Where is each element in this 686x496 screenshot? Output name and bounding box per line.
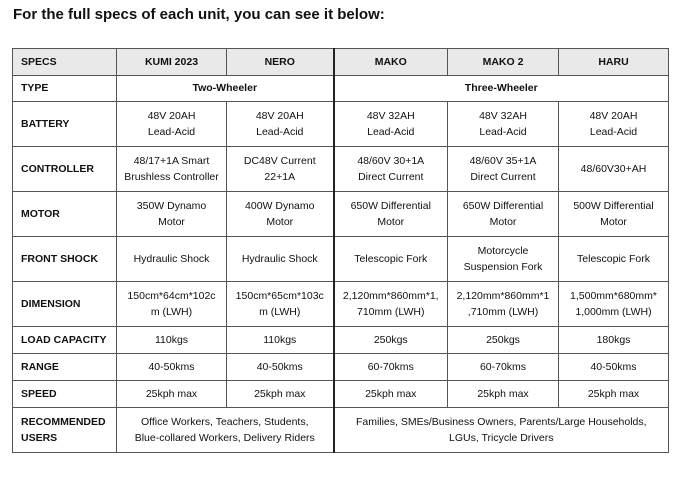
table-cell: 110kgs — [227, 327, 334, 354]
table-cell: 650W Differential Motor — [334, 192, 448, 237]
header-cell-nero: NERO — [227, 49, 334, 76]
type-two-wheeler: Two-Wheeler — [117, 76, 334, 102]
table-cell: 25kph max — [117, 381, 227, 408]
table-cell: 500W Differential Motor — [559, 192, 669, 237]
table-cell: 60-70kms — [334, 354, 448, 381]
table-cell: 400W Dynamo Motor — [227, 192, 334, 237]
table-cell: 25kph max — [559, 381, 669, 408]
row-label-recommended-users: RECOMMENDED USERS — [13, 408, 117, 453]
table-cell: 2,120mm*860mm*1, 710mm (LWH) — [334, 282, 448, 327]
table-cell: 2,120mm*860mm*1 ,710mm (LWH) — [448, 282, 559, 327]
table-row-front-shock — [13, 237, 669, 282]
table-cell: 1,500mm*680mm* 1,000mm (LWH) — [559, 282, 669, 327]
table-cell: 40-50kms — [227, 354, 334, 381]
table-row-controller — [13, 147, 669, 192]
table-row-load-capacity — [13, 327, 669, 354]
row-label-type: TYPE — [13, 76, 117, 102]
page-heading: For the full specs of each unit, you can see it below: — [13, 6, 385, 23]
table-cell: Hydraulic Shock — [227, 237, 334, 282]
row-label-motor: MOTOR — [13, 192, 117, 237]
header-cell-mako: MAKO — [334, 49, 448, 76]
table-cell: 48/60V 30+1A Direct Current — [334, 147, 448, 192]
table-cell: 180kgs — [559, 327, 669, 354]
row-label-controller: CONTROLLER — [13, 147, 117, 192]
row-label-range: RANGE — [13, 354, 117, 381]
table-cell: 25kph max — [227, 381, 334, 408]
table-cell: 250kgs — [448, 327, 559, 354]
header-cell-haru: HARU — [559, 49, 669, 76]
table-cell: 250kgs — [334, 327, 448, 354]
table-cell: Motorcycle Suspension Fork — [448, 237, 559, 282]
table-row-recommended-users — [13, 408, 669, 453]
row-label-dimension: DIMENSION — [13, 282, 117, 327]
table-row-type — [13, 76, 669, 102]
table-cell: 48/60V30+AH — [559, 147, 669, 192]
header-cell-mako-2: MAKO 2 — [448, 49, 559, 76]
row-label-battery: BATTERY — [13, 102, 117, 147]
table-cell: 60-70kms — [448, 354, 559, 381]
table-row-battery — [13, 102, 669, 147]
table-row-motor — [13, 192, 669, 237]
table-cell: 48V 20AH Lead-Acid — [227, 102, 334, 147]
table-cell: 25kph max — [448, 381, 559, 408]
table-cell: DC48V Current 22+1A — [227, 147, 334, 192]
table-cell: 48V 20AH Lead-Acid — [559, 102, 669, 147]
type-three-wheeler: Three-Wheeler — [334, 76, 669, 102]
table-cell: 40-50kms — [117, 354, 227, 381]
table-cell: Telescopic Fork — [334, 237, 448, 282]
table-cell: 40-50kms — [559, 354, 669, 381]
table-cell: 25kph max — [334, 381, 448, 408]
users-two-wheeler: Office Workers, Teachers, Students, Blue-collared Workers, Delivery Riders — [117, 408, 334, 453]
table-cell: 48V 32AH Lead-Acid — [334, 102, 448, 147]
table-row-dimension — [13, 282, 669, 327]
header-row — [13, 49, 669, 76]
row-label-load-capacity: LOAD CAPACITY — [13, 327, 117, 354]
header-cell-kumi-2023: KUMI 2023 — [117, 49, 227, 76]
table-cell: 350W Dynamo Motor — [117, 192, 227, 237]
table-cell: Hydraulic Shock — [117, 237, 227, 282]
table-row-speed — [13, 381, 669, 408]
table-cell: 48/60V 35+1A Direct Current — [448, 147, 559, 192]
users-three-wheeler: Families, SMEs/Business Owners, Parents/Large Households, LGUs, Tricycle Drivers — [334, 408, 669, 453]
table-cell: 650W Differential Motor — [448, 192, 559, 237]
table-cell: 150cm*65cm*103c m (LWH) — [227, 282, 334, 327]
table-cell: 150cm*64cm*102c m (LWH) — [117, 282, 227, 327]
specs-table — [12, 48, 669, 453]
table-cell: 48/17+1A Smart Brushless Controller — [117, 147, 227, 192]
row-label-speed: SPEED — [13, 381, 117, 408]
header-cell-specs: SPECS — [13, 49, 117, 76]
table-cell: 48V 20AH Lead-Acid — [117, 102, 227, 147]
table-cell: 110kgs — [117, 327, 227, 354]
row-label-front-shock: FRONT SHOCK — [13, 237, 117, 282]
table-cell: Telescopic Fork — [559, 237, 669, 282]
table-row-range — [13, 354, 669, 381]
table-cell: 48V 32AH Lead-Acid — [448, 102, 559, 147]
